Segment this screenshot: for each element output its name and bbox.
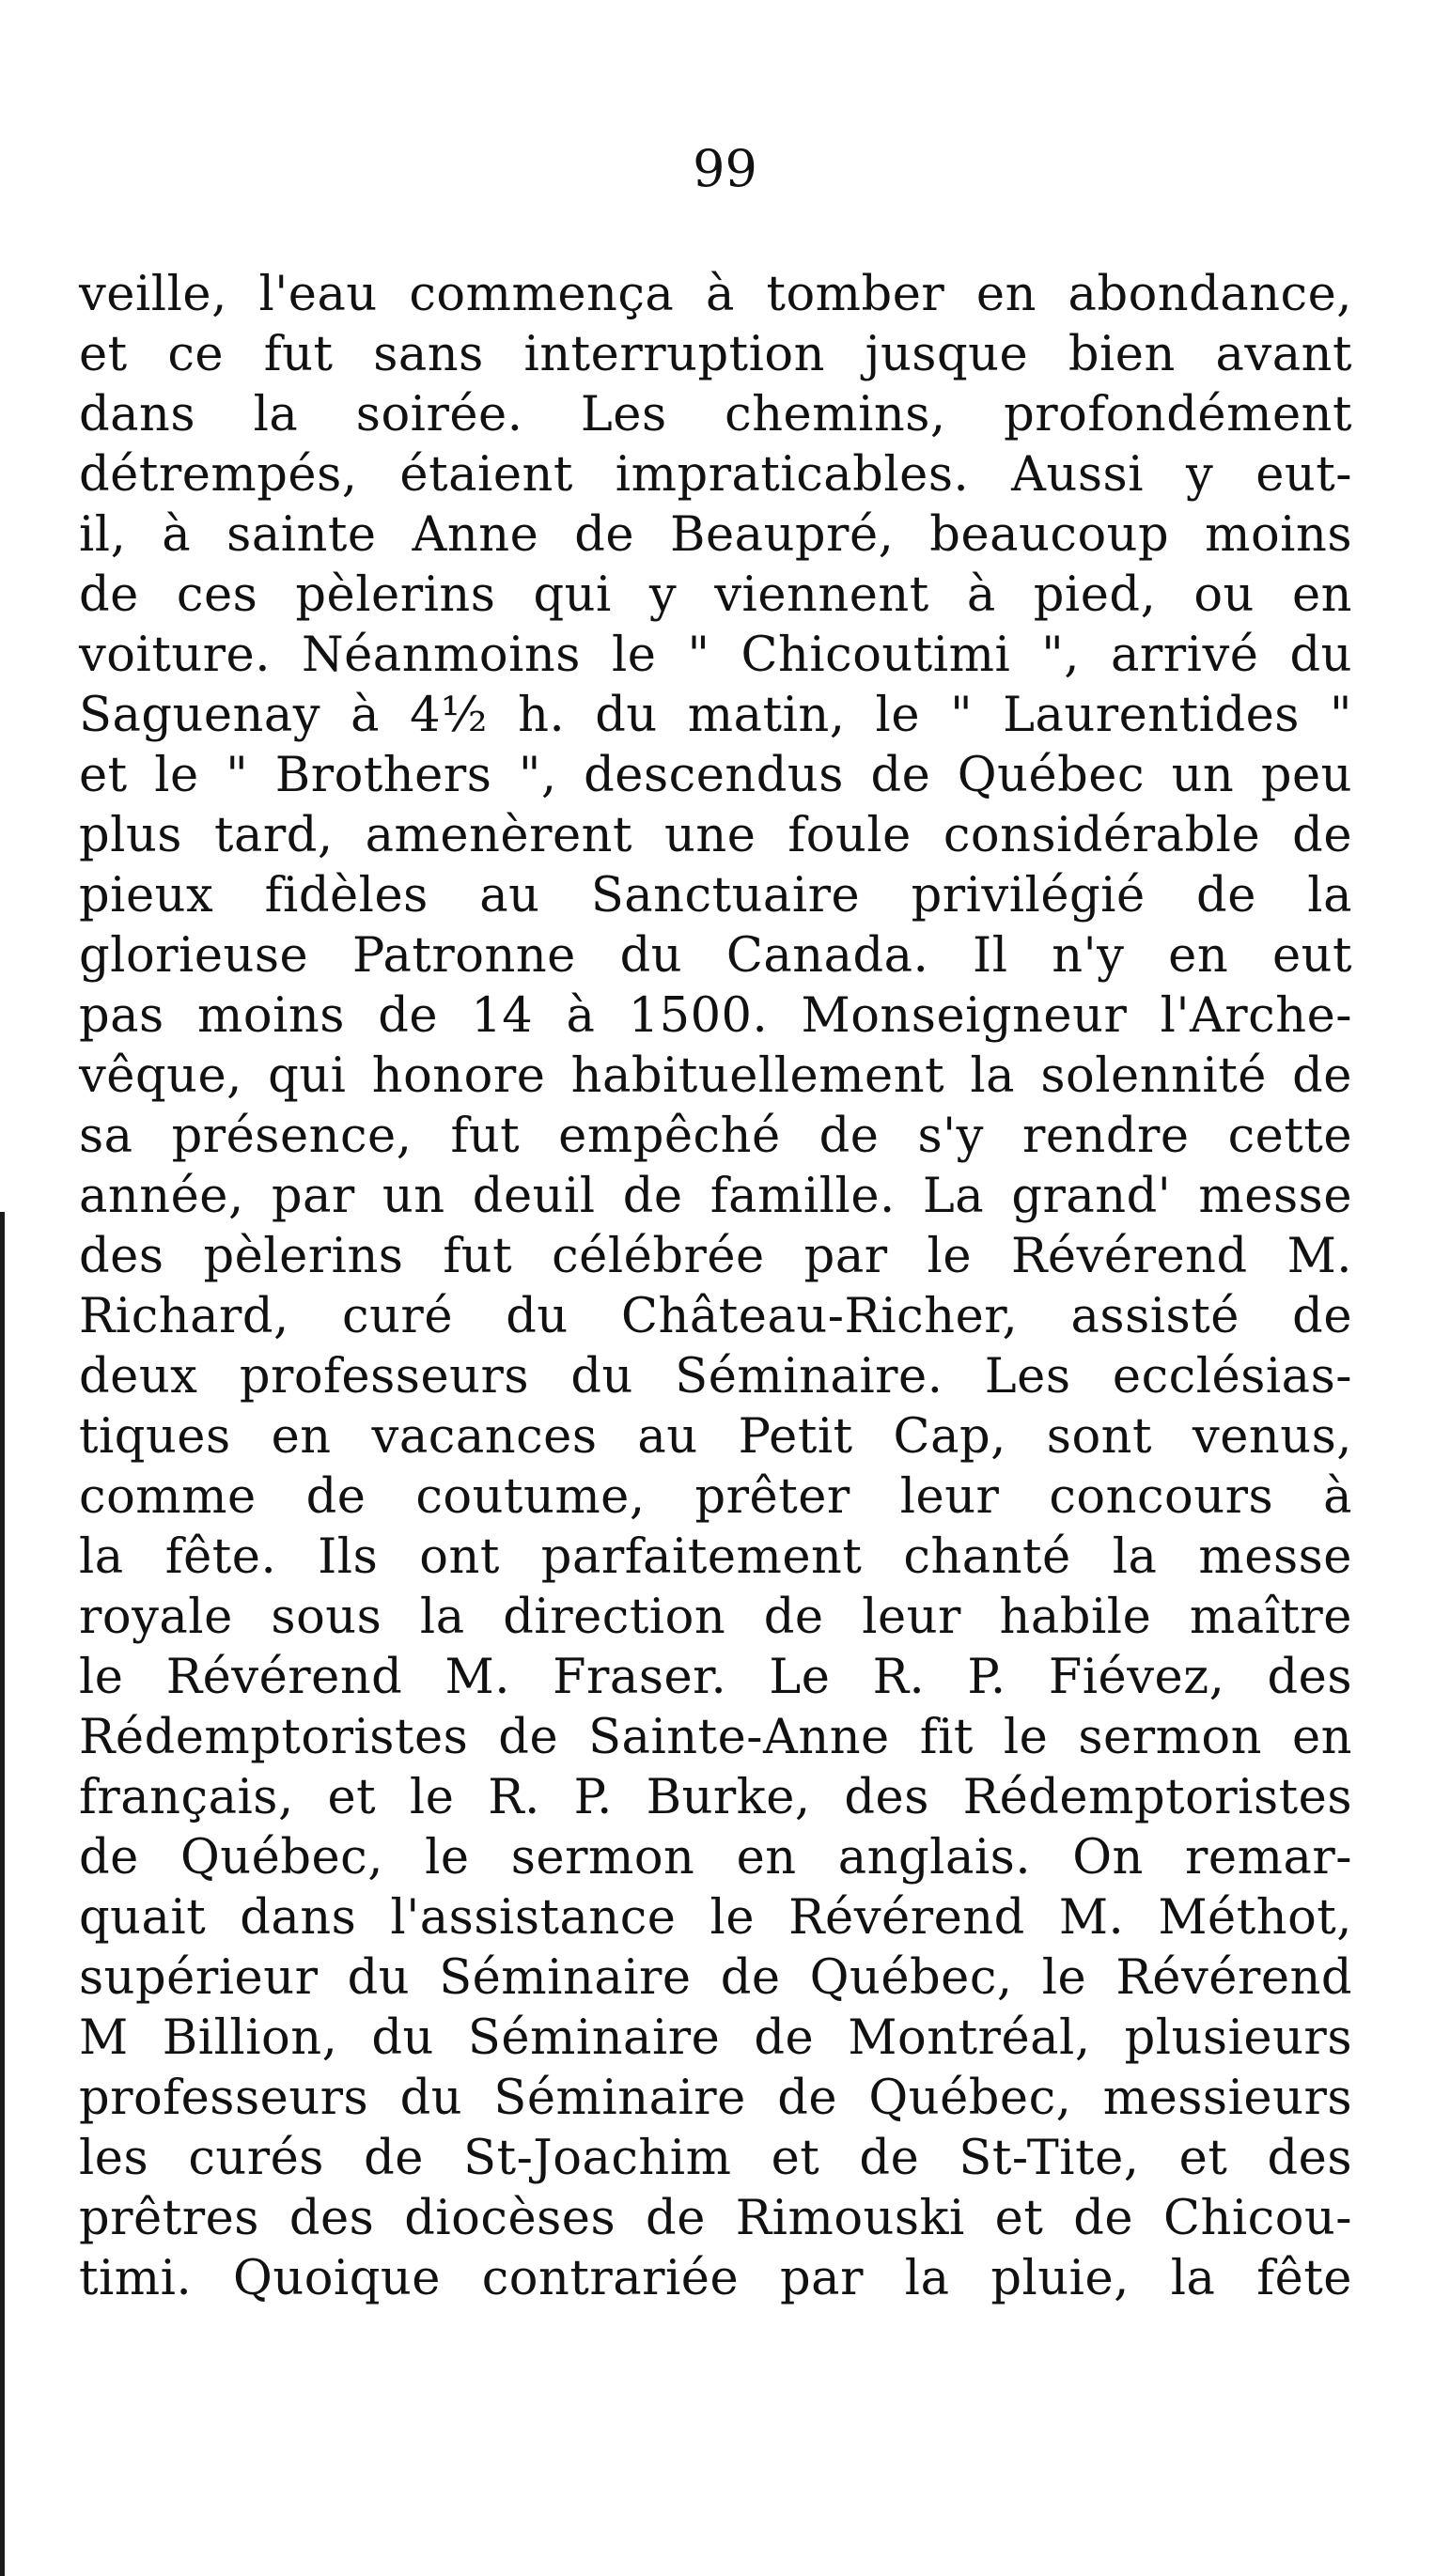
text-line: de Québec, le sermon en anglais. On remar- [79,1830,1352,1885]
text-line: supérieur du Séminaire de Québec, le Révérend [79,1950,1352,2006]
text-line: détrempés, étaient impraticables. Aussi y eut- [79,447,1352,503]
text-line: sa présence, fut empêché de s'y rendre cette [79,1109,1352,1164]
text-line: prêtres des diocèses de Rimouski et de Chicou- [79,2191,1352,2246]
text-line: le Révérend M. Fraser. Le R. P. Fiévez, des [79,1650,1352,1705]
text-line: pas moins de 14 à 1500. Monseigneur l'Arche- [79,988,1352,1044]
text-line: Rédemptoristes de Sainte-Anne fit le sermon en [79,1710,1352,1765]
text-line: des pèlerins fut célébrée par le Révérend M. [79,1229,1352,1284]
text-line: deux professeurs du Séminaire. Les ecclésias- [79,1349,1352,1404]
text-line: Richard, curé du Château-Richer, assisté de [79,1289,1352,1344]
text-line: la fête. Ils ont parfaitement chanté la messe [79,1529,1352,1585]
text-line: tiques en vacances au Petit Cap, sont venus, [79,1409,1352,1465]
text-line: Saguenay à 4½ h. du matin, le " Laurentides " [79,688,1352,743]
text-line: et le " Brothers ", descendus de Québec un peu [79,748,1352,803]
text-line: professeurs du Séminaire de Québec, messieurs [79,2071,1352,2126]
text-line: plus tard, amenèrent une foule considérable de [79,808,1352,863]
page-edge-shadow [0,1212,5,2576]
text-line: royale sous la direction de leur habile maître [79,1590,1352,1645]
text-line: quait dans l'assistance le Révérend M. Méthot, [79,1890,1352,1946]
text-line: timi. Quoique contrariée par la pluie, la fête [79,2251,1352,2306]
text-line: année, par un deuil de famille. La grand' messe [79,1169,1352,1224]
text-line: voiture. Néanmoins le " Chicoutimi ", arrivé du [79,628,1352,683]
text-line: dans la soirée. Les chemins, profondément [79,387,1352,442]
text-line: il, à sainte Anne de Beaupré, beaucoup moins [79,507,1352,563]
text-line: M Billion, du Séminaire de Montréal, plusieurs [79,2010,1352,2066]
text-line: veille, l'eau commença à tomber en abondance, [79,267,1352,322]
body-text [79,265,1352,2309]
text-line: pieux fidèles au Sanctuaire privilégié de la [79,868,1352,923]
text-line: comme de coutume, prêter leur concours à [79,1469,1352,1525]
text-line: les curés de St-Joachim et de St-Tite, et des [79,2131,1352,2186]
text-line: français, et le R. P. Burke, des Rédemptoristes [79,1770,1352,1825]
text-line: et ce fut sans interruption jusque bien avant [79,327,1352,382]
text-line: glorieuse Patronne du Canada. Il n'y en eut [79,928,1352,984]
text-line: vêque, qui honore habituellement la solennité de [79,1048,1352,1104]
text-line: de ces pèlerins qui y viennent à pied, ou en [79,567,1352,623]
page-number: 99 [693,139,757,198]
